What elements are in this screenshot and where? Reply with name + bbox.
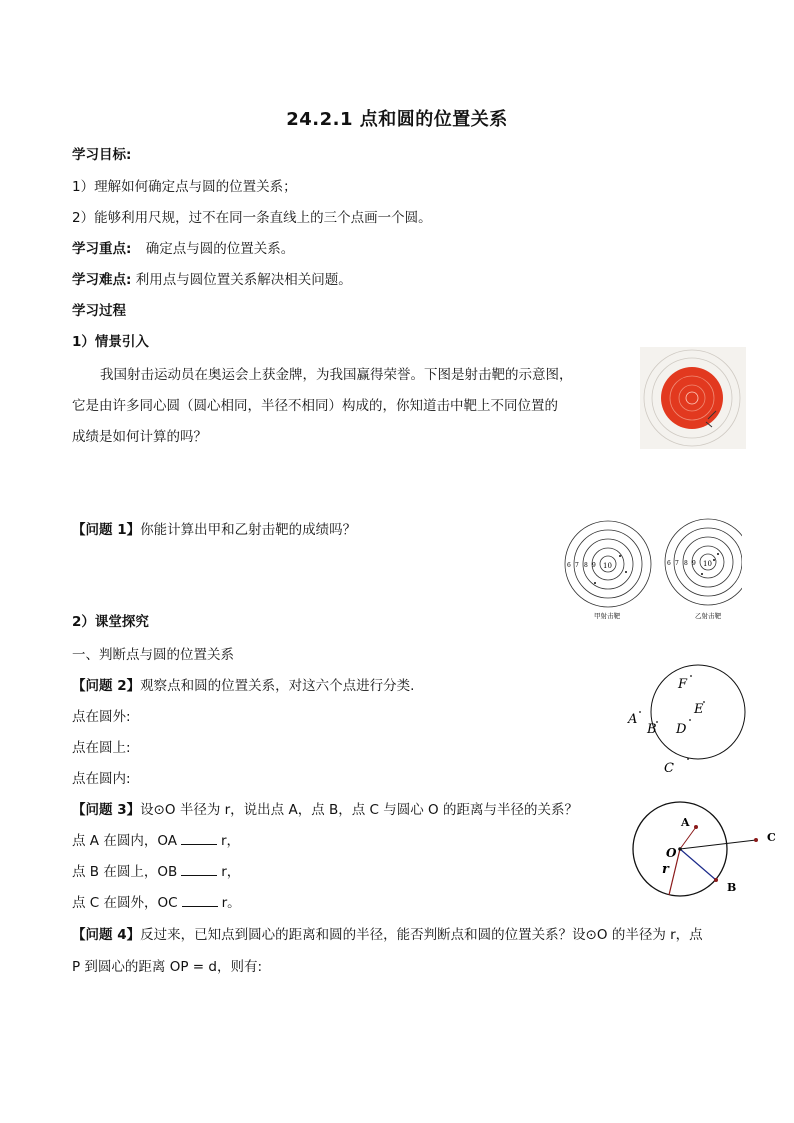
label-o: O [666,846,677,860]
difficulty-label: 学习难点: [72,272,132,288]
section1-para-line-1: 我国射击运动员在奥运会上获金牌，为我国赢得荣誉。下图是射击靶的示意图， [100,367,573,383]
label-r: r [662,862,669,877]
section1-heading: 1）情景引入 [72,334,149,350]
section1-para-line-3: 成绩是如何计算的吗？ [72,429,207,445]
right-ring-label: 6 [667,560,671,567]
two-targets-figure [562,514,742,624]
q3-b [72,863,240,881]
hit-dot [701,573,703,575]
target-photo [640,347,746,449]
left-ring-label: 8 [584,562,588,569]
label-a: A [681,816,690,829]
q3-c-blank[interactable] [182,894,218,907]
q2-text: 观察点和圆的位置关系，对这六个点进行分类. [140,678,415,694]
q1-line [72,521,356,539]
left-target [565,521,651,620]
point-c-dot [754,838,758,842]
point-dot [703,701,705,703]
process-heading: 学习过程 [72,303,126,319]
point-b-dot [714,878,718,882]
label-c: C [767,831,776,844]
left-center-label: 10 [603,562,612,570]
difficulty-line [72,271,352,289]
hit-dot [594,582,596,584]
q3-a-post: r， [220,833,241,849]
point-o-dot [678,847,682,851]
hit-dot [713,559,715,561]
right-ring-label: 8 [684,560,688,567]
section2-sub: 一、判断点与圆的位置关系 [72,647,234,663]
segment-oc [680,840,756,849]
section2-heading: 2）课堂探究 [72,614,149,630]
segment-ob [680,849,716,880]
q3-a-blank[interactable] [181,832,217,845]
point-label-b: B [647,722,657,737]
q3-c [72,894,241,912]
point-dot [689,719,691,721]
point-a-dot [694,825,698,829]
q4-text: 反过来，已知点到圆心的距离和圆的半径，能否判断点和圆的位置关系？设⊙O 的半径为 r，点 [140,927,703,943]
left-ring-label: 6 [567,562,571,569]
right-ring-label: 9 [692,560,696,567]
hit-dot [625,571,627,573]
key-point-line [72,240,294,258]
section1-para-line-2: 它是由许多同心圆（圆心相同，半径不相同）构成的，你知道击中靶上不同位置的 [72,398,558,414]
q4-line-2: P 到圆心的距离 OP = d，则有: [72,959,263,975]
point-label-d: D [676,722,687,737]
right-center-label: 10 [703,560,712,568]
point-label-f: F [678,677,688,692]
left-ring-label: 9 [592,562,596,569]
objective-item-2: 2）能够利用尺规，过不在同一条直线上的三个点画一个圆。 [72,210,432,226]
point-dot [690,675,692,677]
objectives-heading: 学习目标: [72,147,132,163]
point-dot [687,758,689,760]
q3-label: 【问题 3】 [72,802,141,818]
hit-dot [619,555,621,557]
key-point-label: 学习重点: [72,241,132,257]
point-label-c: C [664,761,674,776]
right-target-caption: 乙射击靶 [695,612,721,620]
left-ring-label: 7 [575,562,579,569]
right-ring-label: 7 [675,560,679,567]
left-target-caption: 甲射击靶 [594,612,620,620]
point-label-e: E [694,702,704,717]
q2-inside: 点在圆内: [72,771,131,787]
q3-c-pre: 点 C 在圆外，OC [72,895,178,911]
page-title: 24.2.1 点和圆的位置关系 [286,109,508,130]
q3-b-pre: 点 B 在圆上，OB [72,864,178,880]
q1-label: 【问题 1】 [72,522,141,538]
q2-outside: 点在圆外: [72,709,131,725]
six-points-figure [618,656,758,780]
point-dot [656,721,658,723]
q2-line [72,677,414,695]
point-dot [639,711,641,713]
q2-on: 点在圆上: [72,740,131,756]
right-target [665,519,742,620]
q3-text: 设⊙O 半径为 r，说出点 A，点 B，点 C 与圆心 O 的距离与半径的关系？ [140,802,578,818]
q3-a-pre: 点 A 在圆内，OA [72,833,177,849]
objective-item-1: 1）理解如何确定点与圆的位置关系； [72,179,297,195]
difficulty-text: 利用点与圆位置关系解决相关问题。 [135,272,352,288]
hit-dot [717,553,719,555]
point-label-a: A [628,712,638,727]
q3-b-post: r， [221,864,241,880]
key-point-text: 确定点与圆的位置关系。 [145,241,295,257]
q1-text: 你能计算出甲和乙射击靶的成绩吗？ [140,522,357,538]
segment-oa [680,827,696,849]
label-b: B [727,881,737,894]
q2-label: 【问题 2】 [72,678,141,694]
q3-c-post: r。 [221,895,241,911]
q3-a [72,832,240,850]
q4-label: 【问题 4】 [72,927,141,943]
q4-line [72,926,703,944]
circle-o-figure [628,796,784,902]
q3-b-blank[interactable] [181,863,217,876]
q3-line [72,801,578,819]
